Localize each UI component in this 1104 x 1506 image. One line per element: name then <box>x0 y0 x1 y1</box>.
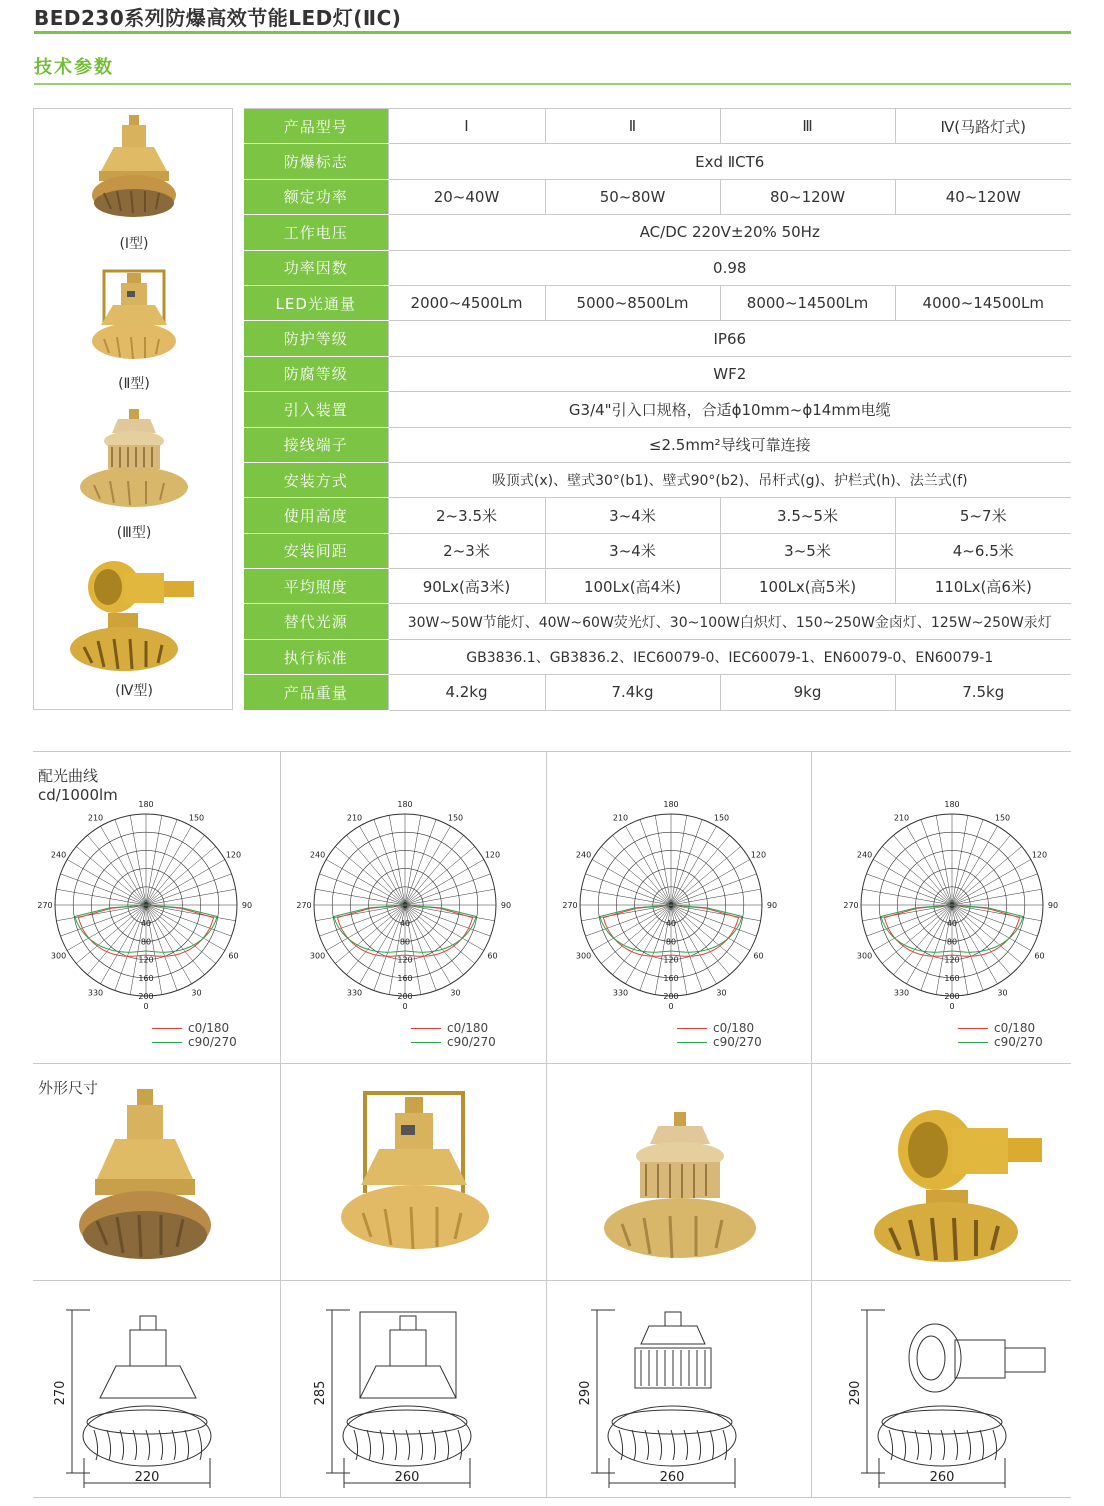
lamp-photo-type-2 <box>335 1085 495 1259</box>
spec-table <box>244 108 1071 711</box>
lamp-type-3-icon <box>34 407 234 517</box>
polar-angle-label: 0 <box>143 1002 149 1011</box>
legend-entry <box>677 1035 762 1049</box>
spec-row <box>244 427 1071 462</box>
dimension-drawing <box>575 1298 790 1493</box>
polar-angle-label: 60 <box>1034 951 1045 961</box>
spec-cell: Ⅰ <box>388 109 545 144</box>
spec-cell: 0.98 <box>388 250 1071 285</box>
polar-angle-label: 210 <box>346 813 363 823</box>
spec-row-header: 产品型号 <box>244 109 388 144</box>
legend-swatch <box>958 1042 988 1043</box>
spec-cell: 50~80W <box>545 179 720 214</box>
polar-angle-label: 210 <box>612 813 629 823</box>
spec-cell: 5~7米 <box>895 498 1071 533</box>
chart-legend <box>958 1021 1043 1049</box>
polar-angle-label: 150 <box>713 813 730 823</box>
polar-angle-label: 0 <box>402 1002 408 1011</box>
polar-angle-label: 210 <box>87 813 104 823</box>
polar-angle-label: 240 <box>856 850 873 860</box>
polar-radial-label: 120 <box>397 955 413 965</box>
polar-angle-label: 30 <box>716 988 727 998</box>
spec-cell: 吸顶式(x)、壁式30°(b1)、壁式90°(b2)、吊杆式(g)、护栏式(h)、法兰式(f) <box>388 462 1071 497</box>
spec-row <box>244 569 1071 604</box>
legend-label: c0/180 <box>447 1021 489 1035</box>
section-title: 技术参数 <box>34 57 114 78</box>
spec-cell: 4.2kg <box>388 675 545 710</box>
legend-entry <box>958 1021 1043 1035</box>
polar-angle-label: 0 <box>949 1002 955 1011</box>
spec-row-header: 额定功率 <box>244 179 388 214</box>
grid-line <box>811 751 812 1497</box>
spec-row-header: 防腐等级 <box>244 356 388 391</box>
spec-row <box>244 109 1071 144</box>
spec-cell: 100Lx(高5米) <box>720 569 895 604</box>
grid-line <box>33 1497 1071 1498</box>
product-label-type-3: (Ⅲ型) <box>116 525 152 541</box>
spec-cell: 30W~50W节能灯、40W~60W荧光灯、30~100W白炽灯、150~250W金卤灯、125W~250W汞灯 <box>388 604 1071 639</box>
legend-swatch <box>152 1028 182 1029</box>
spec-row-header: 防爆标志 <box>244 144 388 179</box>
polar-angle-label: 240 <box>50 850 67 860</box>
spec-cell: 100Lx(高4米) <box>545 569 720 604</box>
product-column <box>33 108 233 710</box>
spec-cell: 9kg <box>720 675 895 710</box>
grid-line <box>33 751 1071 752</box>
spec-cell: 110Lx(高6米) <box>895 569 1071 604</box>
light-distribution-polar-chart <box>31 795 261 1015</box>
lamp-photo-type-4 <box>870 1106 1045 1270</box>
spec-row-header: 工作电压 <box>244 215 388 250</box>
legend-entry <box>411 1035 496 1049</box>
spec-cell: 90Lx(高3米) <box>388 569 545 604</box>
spec-row <box>244 639 1071 674</box>
polar-radial-label: 120 <box>663 955 679 965</box>
polar-radial-label: 0 <box>668 901 674 910</box>
spec-cell: 7.5kg <box>895 675 1071 710</box>
spec-row <box>244 356 1071 391</box>
polar-angle-label: 330 <box>612 988 629 998</box>
polar-angle-label: 180 <box>397 800 413 809</box>
spec-row <box>244 604 1071 639</box>
spec-row <box>244 498 1071 533</box>
light-distribution-polar-chart <box>837 795 1067 1015</box>
spec-cell: 3~5米 <box>720 533 895 568</box>
title-divider <box>34 31 1071 34</box>
polar-radial-label: 120 <box>138 955 154 965</box>
spec-row-header: LED光通量 <box>244 285 388 320</box>
spec-cell: WF2 <box>388 356 1071 391</box>
polar-angle-label: 180 <box>663 800 679 809</box>
spec-cell: 4~6.5米 <box>895 533 1071 568</box>
polar-angle-label: 30 <box>191 988 202 998</box>
spec-cell: 2000~4500Lm <box>388 285 545 320</box>
dimension-height-label: 290 <box>578 1380 593 1406</box>
polar-angle-label: 330 <box>346 988 363 998</box>
polar-angle-label: 90 <box>241 901 253 910</box>
polar-angle-label: 270 <box>562 901 578 910</box>
polar-radial-label: 40 <box>140 919 152 929</box>
spec-row <box>244 462 1071 497</box>
polar-radial-label: 80 <box>946 937 958 947</box>
spec-row <box>244 321 1071 356</box>
legend-label: c90/270 <box>188 1035 237 1049</box>
legend-label: c0/180 <box>713 1021 755 1035</box>
polar-radial-label: 80 <box>140 937 152 947</box>
spec-cell: Ⅳ(马路灯式) <box>895 109 1071 144</box>
polar-radial-label: 80 <box>399 937 411 947</box>
section-divider <box>34 83 1071 85</box>
polar-radial-label: 200 <box>397 992 413 1001</box>
spec-row-header: 防护等级 <box>244 321 388 356</box>
spec-cell: 5000~8500Lm <box>545 285 720 320</box>
dimension-height-label: 270 <box>53 1380 68 1406</box>
polar-angle-label: 120 <box>1031 850 1048 860</box>
dimension-height-label: 290 <box>848 1380 863 1406</box>
spec-row <box>244 250 1071 285</box>
polar-radial-label: 40 <box>399 919 411 929</box>
spec-cell: Exd ⅡCT6 <box>388 144 1071 179</box>
spec-cell: 80~120W <box>720 179 895 214</box>
polar-angle-label: 30 <box>997 988 1008 998</box>
grid-line <box>33 1063 1071 1064</box>
light-distribution-polar-chart <box>290 795 520 1015</box>
dimension-width-label: 260 <box>394 1470 420 1485</box>
dimension-drawing <box>50 1298 265 1493</box>
polar-radial-label: 80 <box>665 937 677 947</box>
polar-angle-label: 270 <box>843 901 859 910</box>
lamp-photo-type-3 <box>600 1110 760 1269</box>
legend-entry <box>411 1021 496 1035</box>
dimension-width-label: 260 <box>659 1470 685 1485</box>
polar-radial-label: 160 <box>944 973 960 983</box>
polar-angle-label: 60 <box>753 951 764 961</box>
polar-angle-label: 300 <box>309 951 326 961</box>
polar-angle-label: 120 <box>484 850 501 860</box>
spec-cell: ≤2.5mm²导线可靠连接 <box>388 427 1071 462</box>
polar-angle-label: 210 <box>893 813 910 823</box>
polar-angle-label: 150 <box>994 813 1011 823</box>
legend-swatch <box>152 1042 182 1043</box>
chart-legend <box>411 1021 496 1049</box>
product-label-type-1: (Ⅰ型) <box>119 236 149 252</box>
spec-row <box>244 675 1071 710</box>
polar-angle-label: 300 <box>575 951 592 961</box>
polar-radial-label: 160 <box>138 973 154 983</box>
dimension-drawing <box>310 1298 525 1493</box>
polar-angle-label: 90 <box>766 901 778 910</box>
legend-label: c0/180 <box>994 1021 1036 1035</box>
dimension-width-label: 260 <box>929 1470 955 1485</box>
polar-radial-label: 200 <box>944 992 960 1001</box>
spec-row-header: 功率因数 <box>244 250 388 285</box>
polar-angle-label: 300 <box>856 951 873 961</box>
polar-angle-label: 330 <box>87 988 104 998</box>
grid-line <box>33 1280 1071 1281</box>
dimensions-label: 外形尺寸 <box>38 1079 99 1097</box>
polar-radial-label: 40 <box>946 919 958 929</box>
polar-angle-label: 120 <box>750 850 767 860</box>
spec-cell: 2~3.5米 <box>388 498 545 533</box>
polar-radial-label: 200 <box>138 992 154 1001</box>
spec-row-header: 安装间距 <box>244 533 388 568</box>
light-curve-unit: cd/1000lm <box>38 786 118 804</box>
polar-angle-label: 60 <box>487 951 498 961</box>
light-curve-label: 配光曲线 <box>38 767 99 785</box>
polar-radial-label: 40 <box>665 919 677 929</box>
spec-cell: 3.5~5米 <box>720 498 895 533</box>
spec-row-header: 替代光源 <box>244 604 388 639</box>
polar-radial-label: 120 <box>944 955 960 965</box>
legend-label: c90/270 <box>713 1035 762 1049</box>
polar-angle-label: 150 <box>447 813 464 823</box>
spec-row-header: 产品重量 <box>244 675 388 710</box>
polar-radial-label: 200 <box>663 992 679 1001</box>
polar-angle-label: 180 <box>944 800 960 809</box>
spec-row <box>244 179 1071 214</box>
dimension-width-label: 220 <box>134 1470 160 1485</box>
polar-angle-label: 330 <box>893 988 910 998</box>
spec-row-header: 安装方式 <box>244 462 388 497</box>
spec-row <box>244 215 1071 250</box>
legend-label: c90/270 <box>447 1035 496 1049</box>
spec-row-header: 执行标准 <box>244 639 388 674</box>
light-distribution-polar-chart <box>556 795 786 1015</box>
legend-label: c90/270 <box>994 1035 1043 1049</box>
polar-radial-label: 0 <box>949 901 955 910</box>
spec-cell: 7.4kg <box>545 675 720 710</box>
polar-angle-label: 120 <box>225 850 242 860</box>
product-label-type-4: (Ⅳ型) <box>115 683 153 699</box>
legend-swatch <box>411 1028 441 1029</box>
polar-angle-label: 30 <box>450 988 461 998</box>
lamp-type-1-icon <box>34 113 234 229</box>
legend-entry <box>958 1035 1043 1049</box>
grid-line <box>546 751 547 1497</box>
polar-angle-label: 60 <box>228 951 239 961</box>
spec-cell: Ⅲ <box>720 109 895 144</box>
spec-cell: 3~4米 <box>545 498 720 533</box>
spec-row <box>244 392 1071 427</box>
lamp-type-2-icon <box>34 265 234 369</box>
spec-cell: 8000~14500Lm <box>720 285 895 320</box>
spec-cell: Ⅱ <box>545 109 720 144</box>
legend-swatch <box>958 1028 988 1029</box>
lamp-type-4-icon <box>34 559 234 679</box>
polar-angle-label: 180 <box>138 800 154 809</box>
chart-legend <box>152 1021 237 1049</box>
dimension-height-label: 285 <box>313 1380 328 1406</box>
spec-row-header: 引入装置 <box>244 392 388 427</box>
product-label-type-2: (Ⅱ型) <box>118 376 150 392</box>
grid-line <box>280 751 281 1497</box>
polar-angle-label: 270 <box>37 901 53 910</box>
spec-row-header: 接线端子 <box>244 427 388 462</box>
legend-swatch <box>677 1042 707 1043</box>
polar-angle-label: 90 <box>1047 901 1059 910</box>
spec-row <box>244 144 1071 179</box>
polar-angle-label: 300 <box>50 951 67 961</box>
spec-row <box>244 285 1071 320</box>
spec-cell: 2~3米 <box>388 533 545 568</box>
chart-legend <box>677 1021 762 1049</box>
page-title: BED230系列防爆高效节能LED灯(ⅡC) <box>34 6 402 30</box>
polar-angle-label: 90 <box>500 901 512 910</box>
spec-cell: IP66 <box>388 321 1071 356</box>
legend-entry <box>677 1021 762 1035</box>
spec-row-header: 使用高度 <box>244 498 388 533</box>
legend-swatch <box>411 1042 441 1043</box>
dimension-drawing <box>845 1298 1060 1493</box>
spec-row <box>244 533 1071 568</box>
legend-swatch <box>677 1028 707 1029</box>
legend-entry <box>152 1035 237 1049</box>
spec-row-header: 平均照度 <box>244 569 388 604</box>
spec-cell: 4000~14500Lm <box>895 285 1071 320</box>
polar-angle-label: 150 <box>188 813 205 823</box>
polar-radial-label: 0 <box>402 901 408 910</box>
polar-radial-label: 160 <box>663 973 679 983</box>
polar-angle-label: 240 <box>575 850 592 860</box>
legend-label: c0/180 <box>188 1021 230 1035</box>
spec-cell: AC/DC 220V±20% 50Hz <box>388 215 1071 250</box>
spec-cell: GB3836.1、GB3836.2、IEC60079-0、IEC60079-1、EN60079-0、EN60079-1 <box>388 639 1071 674</box>
spec-cell: 40~120W <box>895 179 1071 214</box>
spec-cell: 3~4米 <box>545 533 720 568</box>
lamp-photo-type-1 <box>75 1085 215 1269</box>
polar-radial-label: 0 <box>143 901 149 910</box>
polar-radial-label: 160 <box>397 973 413 983</box>
polar-angle-label: 270 <box>296 901 312 910</box>
spec-cell: 20~40W <box>388 179 545 214</box>
polar-angle-label: 240 <box>309 850 326 860</box>
polar-angle-label: 0 <box>668 1002 674 1011</box>
spec-cell: G3/4"引入口规格，合适ϕ10mm~ϕ14mm电缆 <box>388 392 1071 427</box>
legend-entry <box>152 1021 237 1035</box>
